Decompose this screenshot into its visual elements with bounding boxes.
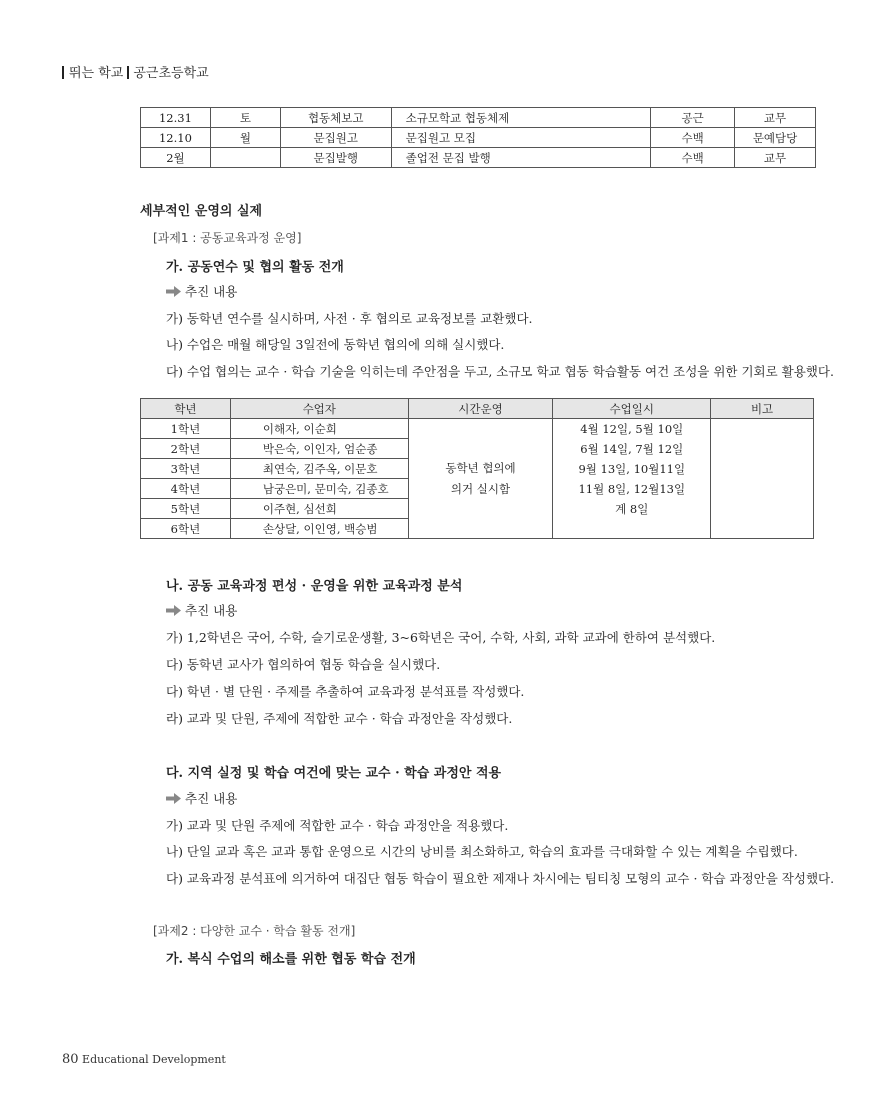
part-ga-line-1: 가) 동학년 연수를 실시하며, 사전 · 후 협의로 교육정보를 교환했다. [166, 311, 533, 326]
grade-cell: 4학년 [141, 479, 231, 499]
teacher-cell: 남궁은미, 문미숙, 김종호 [230, 479, 408, 499]
class-schedule-table [140, 398, 814, 539]
teacher-cell: 최연숙, 김주옥, 이문호 [230, 459, 408, 479]
part-ga-line-3: 다) 수업 협의는 교수 · 학습 기술을 익히는데 주안점을 두고, 소규모 학교 협동 학습활동 여건 조성을 위한 기회로 활용했다. [166, 364, 834, 379]
owner-cell: 문예담당 [735, 128, 816, 148]
content-cell: 소규모학교 협동체제 [391, 108, 651, 128]
teacher-cell: 박은숙, 이인자, 엄순종 [230, 439, 408, 459]
header-divider [127, 66, 129, 79]
date-total: 계 8일 [615, 502, 649, 516]
grade-cell: 1학년 [141, 419, 231, 439]
date-cell: 12.31 [141, 108, 211, 128]
part-ga2-title: 가. 복식 수업의 해소를 위한 협동 학습 전개 [166, 952, 416, 967]
part-ga-promo [166, 282, 237, 300]
grade-cell: 6학년 [141, 519, 231, 539]
content-cell: 문집원고 모집 [391, 128, 651, 148]
schedule-table [140, 107, 816, 168]
teacher-cell: 이해자, 이순희 [230, 419, 408, 439]
item-cell: 문집원고 [280, 128, 391, 148]
promo-label: 추진 내용 [185, 603, 238, 618]
part-da-promo [166, 789, 237, 807]
grade-cell: 2학년 [141, 439, 231, 459]
running-header [62, 62, 209, 81]
time-op-line-2: 의거 실시함 [450, 481, 511, 496]
item-cell: 협동체보고 [280, 108, 391, 128]
header-bar [62, 66, 64, 79]
page-footer [62, 1052, 226, 1067]
task2-label: [과제2 : 다양한 교수 · 학습 활동 전개] [153, 924, 356, 938]
right-arrow-icon [166, 793, 182, 804]
header-teacher: 수업자 [230, 399, 408, 419]
date-cell: 12.10 [141, 128, 211, 148]
part-da-line-2: 나) 단일 교과 혹은 교과 통합 운영으로 시간의 낭비를 최소화하고, 학습의 효과를 극대화할 수 있는 계획을 수립했다. [166, 844, 798, 859]
table-row [141, 128, 816, 148]
promo-label: 추진 내용 [185, 791, 238, 806]
footer-text: Educational Development [82, 1053, 226, 1066]
place-cell: 수백 [651, 148, 735, 168]
day-cell: 토 [210, 108, 280, 128]
grade-cell: 5학년 [141, 499, 231, 519]
part-na-promo [166, 601, 237, 619]
teacher-cell: 손상달, 이인영, 백승범 [230, 519, 408, 539]
part-na-line-4: 라) 교과 및 단원, 주제에 적합한 교수 · 학습 과정안을 작성했다. [166, 711, 513, 726]
time-op-line-1: 동학년 협의에 [445, 460, 516, 475]
content-cell: 졸업전 문집 발행 [391, 148, 651, 168]
part-da-line-1: 가) 교과 및 단원 주제에 적합한 교수 · 학습 과정안을 적용했다. [166, 818, 509, 833]
part-da-line-3: 다) 교육과정 분석표에 의거하여 대집단 협동 학습이 필요한 제재나 차시에는 팀티칭 모형의 교수 · 학습 과정안을 작성했다. [166, 871, 835, 886]
part-ga-line-2: 나) 수업은 매월 해당일 3일전에 동학년 협의에 의해 실시했다. [166, 337, 505, 352]
part-na-title: 나. 공동 교육과정 편성 · 운영을 위한 교육과정 분석 [166, 579, 463, 594]
part-na-line-3: 다) 학년 · 별 단원 · 주제를 추출하여 교육과정 분석표를 작성했다. [166, 684, 525, 699]
section-title: 세부적인 운영의 실제 [140, 204, 263, 219]
right-arrow-icon [166, 286, 182, 297]
place-cell: 공근 [651, 108, 735, 128]
owner-cell: 교무 [735, 108, 816, 128]
date-line-2: 6월 14일, 7월 12일 [580, 442, 684, 456]
page-number: 80 [62, 1052, 79, 1067]
place-cell: 수백 [651, 128, 735, 148]
date-cell [553, 419, 711, 539]
grade-cell: 3학년 [141, 459, 231, 479]
time-op-cell [408, 419, 553, 539]
day-cell [210, 148, 280, 168]
date-line-1: 4월 12일, 5월 10일 [580, 422, 684, 436]
note-cell [711, 419, 814, 539]
owner-cell: 교무 [735, 148, 816, 168]
promo-label: 추진 내용 [185, 284, 238, 299]
date-line-3: 9월 13일, 10월11일 [578, 462, 686, 476]
header-note: 비고 [711, 399, 814, 419]
item-cell: 문집발행 [280, 148, 391, 168]
table-row [141, 148, 816, 168]
header-left: 뛰는 학교 [69, 66, 124, 81]
header-right: 공근초등학교 [133, 66, 209, 81]
task1-label: [과제1 : 공동교육과정 운영] [153, 231, 302, 245]
part-ga-title: 가. 공동연수 및 협의 활동 전개 [166, 260, 344, 275]
part-da-title: 다. 지역 실정 및 학습 여건에 맞는 교수 · 학습 과정안 적용 [166, 766, 502, 781]
header-time-op: 시간운영 [408, 399, 553, 419]
day-cell: 월 [210, 128, 280, 148]
date-line-4: 11월 8일, 12월13일 [578, 482, 686, 496]
header-date: 수업일시 [553, 399, 711, 419]
date-cell: 2월 [141, 148, 211, 168]
part-na-line-2: 다) 동학년 교사가 협의하여 협동 학습을 실시했다. [166, 657, 441, 672]
part-na-line-1: 가) 1,2학년은 국어, 수학, 슬기로운생활, 3~6학년은 국어, 수학, 사회, 과학 교과에 한하여 분석했다. [166, 630, 716, 645]
header-grade: 학년 [141, 399, 231, 419]
right-arrow-icon [166, 605, 182, 616]
teacher-cell: 이주현, 심선희 [230, 499, 408, 519]
table-row [141, 108, 816, 128]
